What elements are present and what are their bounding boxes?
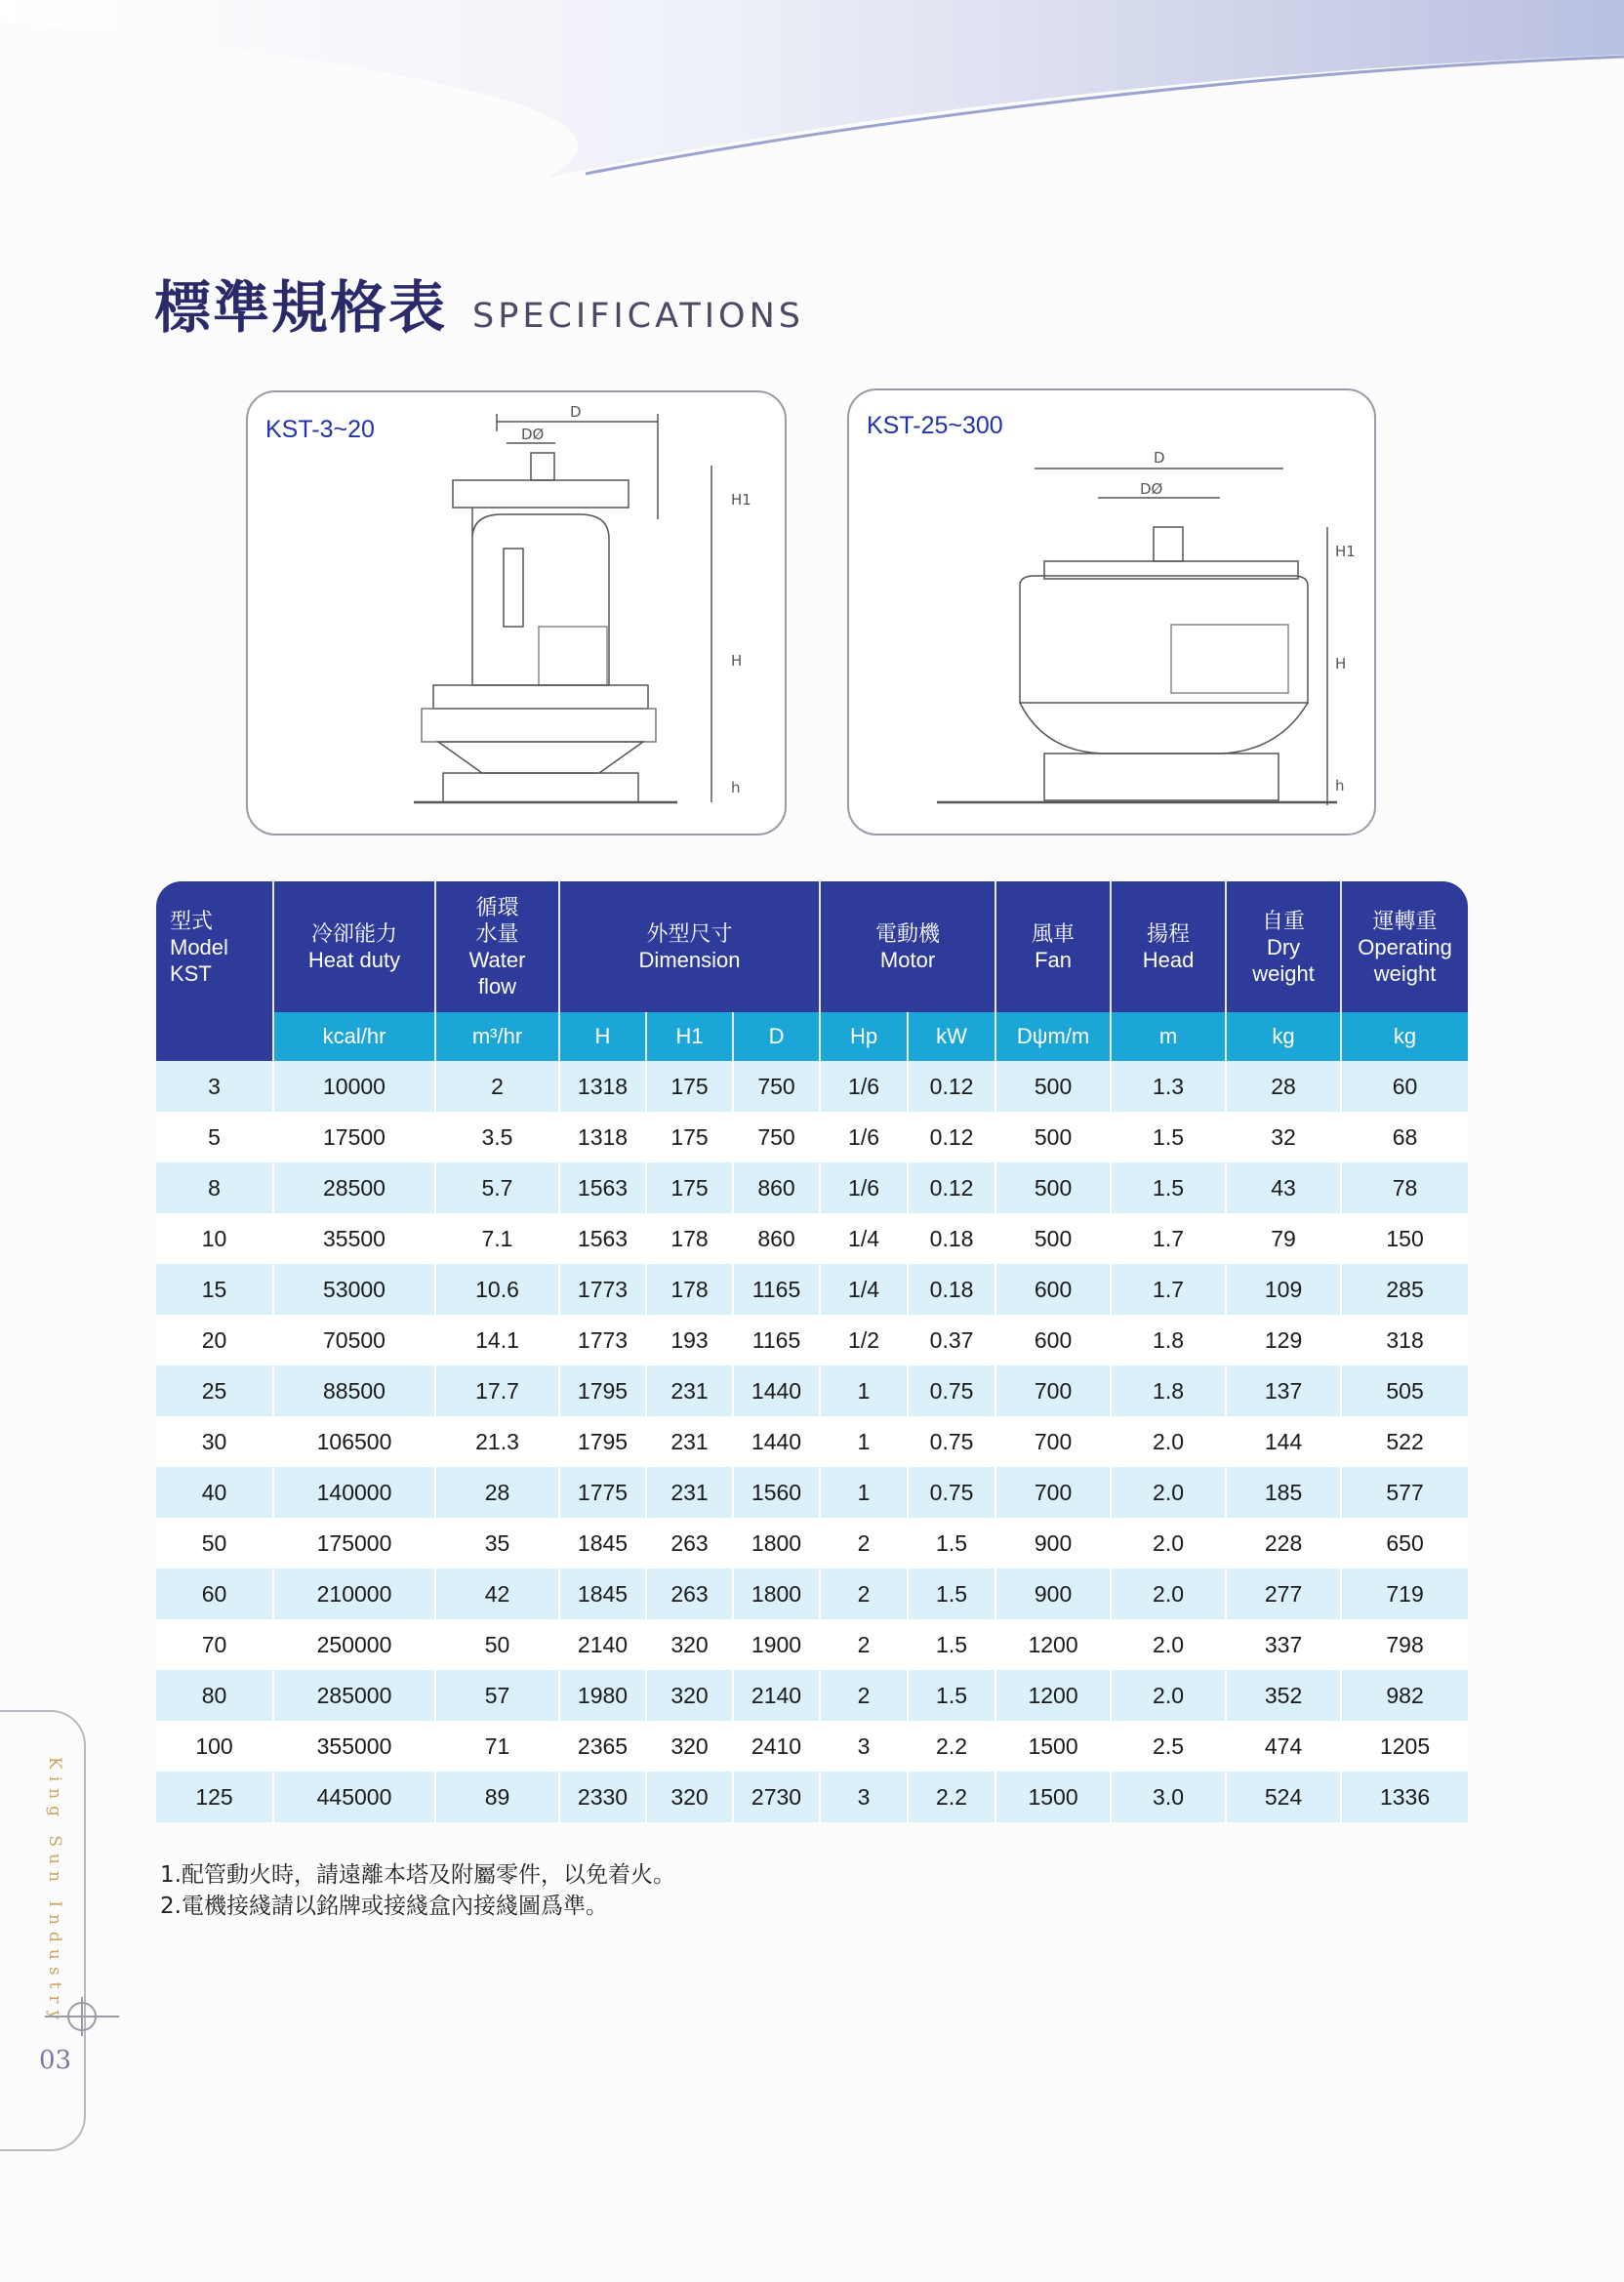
diagram-label: KST-3~20 <box>265 416 375 443</box>
dim-d: D <box>570 403 582 421</box>
table-cell: 28500 <box>273 1162 435 1213</box>
table-cell: 2 <box>435 1061 559 1112</box>
table-cell: 100 <box>156 1721 273 1772</box>
table-cell: 2.0 <box>1111 1569 1226 1619</box>
table-cell: 2.0 <box>1111 1467 1226 1518</box>
table-cell: 285000 <box>273 1670 435 1721</box>
table-row <box>156 1670 1468 1721</box>
table-cell: 1/6 <box>820 1061 908 1112</box>
table-row <box>156 1467 1468 1518</box>
header-dimension: 外型尺寸 Dimension <box>559 881 820 1012</box>
table-row <box>156 1569 1468 1619</box>
table-cell: 129 <box>1226 1315 1341 1365</box>
table-cell: 700 <box>995 1467 1111 1518</box>
table-row <box>156 1264 1468 1315</box>
unit-cell: kg <box>1226 1012 1341 1061</box>
table-cell: 70 <box>156 1619 273 1670</box>
notes <box>160 1859 675 1922</box>
table-cell: 500 <box>995 1112 1111 1162</box>
table-cell: 178 <box>646 1264 733 1315</box>
table-cell: 352 <box>1226 1670 1341 1721</box>
table-cell: 1200 <box>995 1619 1111 1670</box>
dim-h-small: h <box>731 779 741 796</box>
table-cell: 320 <box>646 1772 733 1822</box>
table-cell: 3 <box>820 1721 908 1772</box>
table-cell: 1/4 <box>820 1213 908 1264</box>
table-cell: 20 <box>156 1315 273 1365</box>
table-cell: 1773 <box>559 1315 646 1365</box>
table-cell: 10000 <box>273 1061 435 1112</box>
header-model: 型式 Model KST <box>156 881 273 1012</box>
table-cell: 89 <box>435 1772 559 1822</box>
header-heat-duty: 冷卻能力 Heat duty <box>273 881 435 1012</box>
table-cell: 1 <box>820 1467 908 1518</box>
unit-cell: H1 <box>646 1012 733 1061</box>
table-cell: 178 <box>646 1213 733 1264</box>
table-cell: 1318 <box>559 1112 646 1162</box>
table-cell: 1165 <box>733 1264 820 1315</box>
dim-h1: H1 <box>1335 543 1356 560</box>
table-cell: 17.7 <box>435 1365 559 1416</box>
dim-h-small: h <box>1335 777 1345 795</box>
table-cell: 1.7 <box>1111 1264 1226 1315</box>
table-cell: 600 <box>995 1315 1111 1365</box>
table-row <box>156 1213 1468 1264</box>
table-cell: 500 <box>995 1162 1111 1213</box>
diagram-kst-25-300 <box>847 388 1376 835</box>
table-cell: 1500 <box>995 1721 1111 1772</box>
table-cell: 21.3 <box>435 1416 559 1467</box>
table-cell: 125 <box>156 1772 273 1822</box>
table-cell: 2.0 <box>1111 1416 1226 1467</box>
page-number: 03 <box>39 2046 72 2075</box>
table-cell: 60 <box>156 1569 273 1619</box>
table-cell: 0.75 <box>908 1467 995 1518</box>
table-cell: 231 <box>646 1416 733 1467</box>
table-cell: 15 <box>156 1264 273 1315</box>
table-cell: 17500 <box>273 1112 435 1162</box>
table-cell: 250000 <box>273 1619 435 1670</box>
table-cell: 175 <box>646 1061 733 1112</box>
table-cell: 1.5 <box>1111 1112 1226 1162</box>
table-cell: 2.2 <box>908 1772 995 1822</box>
table-cell: 53000 <box>273 1264 435 1315</box>
table-cell: 78 <box>1341 1162 1468 1213</box>
unit-cell: kg <box>1341 1012 1468 1061</box>
table-cell: 1.5 <box>1111 1162 1226 1213</box>
table-cell: 0.37 <box>908 1315 995 1365</box>
table-cell: 2 <box>820 1518 908 1569</box>
table-cell: 1560 <box>733 1467 820 1518</box>
table-cell: 860 <box>733 1162 820 1213</box>
table-row <box>156 1619 1468 1670</box>
table-row <box>156 1772 1468 1822</box>
note-item: 1.配管動火時，請遠離本塔及附屬零件，以免着火。 <box>160 1862 675 1888</box>
table-cell: 32 <box>1226 1112 1341 1162</box>
table-cell: 1773 <box>559 1264 646 1315</box>
header-dry-weight: 自重 Dry weight <box>1226 881 1341 1012</box>
table-cell: 263 <box>646 1569 733 1619</box>
table-cell: 474 <box>1226 1721 1341 1772</box>
table-cell: 25 <box>156 1365 273 1416</box>
table-cell: 719 <box>1341 1569 1468 1619</box>
table-cell: 109 <box>1226 1264 1341 1315</box>
table-cell: 1980 <box>559 1670 646 1721</box>
table-cell: 900 <box>995 1518 1111 1569</box>
table-cell: 1563 <box>559 1213 646 1264</box>
table-cell: 10.6 <box>435 1264 559 1315</box>
table-cell: 0.12 <box>908 1162 995 1213</box>
table-cell: 0.18 <box>908 1264 995 1315</box>
table-cell: 1775 <box>559 1467 646 1518</box>
table-cell: 2330 <box>559 1772 646 1822</box>
table-cell: 40 <box>156 1467 273 1518</box>
table-cell: 140000 <box>273 1467 435 1518</box>
table-cell: 650 <box>1341 1518 1468 1569</box>
table-cell: 0.75 <box>908 1365 995 1416</box>
unit-cell: m³/hr <box>435 1012 559 1061</box>
table-cell: 700 <box>995 1416 1111 1467</box>
table-cell: 320 <box>646 1670 733 1721</box>
unit-cell: Hp <box>820 1012 908 1061</box>
table-cell: 28 <box>1226 1061 1341 1112</box>
crosshair-icon <box>45 1997 119 2036</box>
table-cell: 318 <box>1341 1315 1468 1365</box>
table-cell: 3 <box>156 1061 273 1112</box>
table-cell: 285 <box>1341 1264 1468 1315</box>
table-cell: 10 <box>156 1213 273 1264</box>
table-cell: 228 <box>1226 1518 1341 1569</box>
table-cell: 1795 <box>559 1365 646 1416</box>
table-cell: 88500 <box>273 1365 435 1416</box>
table-cell: 1/6 <box>820 1112 908 1162</box>
table-cell: 0.75 <box>908 1416 995 1467</box>
table-cell: 1.7 <box>1111 1213 1226 1264</box>
table-cell: 1 <box>820 1416 908 1467</box>
table-cell: 1800 <box>733 1518 820 1569</box>
table-cell: 500 <box>995 1061 1111 1112</box>
table-cell: 1845 <box>559 1518 646 1569</box>
table-cell: 28 <box>435 1467 559 1518</box>
header-head: 揚程 Head <box>1111 881 1226 1012</box>
table-cell: 750 <box>733 1112 820 1162</box>
table-cell: 42 <box>435 1569 559 1619</box>
table-cell: 35 <box>435 1518 559 1569</box>
table-cell: 500 <box>995 1213 1111 1264</box>
table-cell: 106500 <box>273 1416 435 1467</box>
table-cell: 1205 <box>1341 1721 1468 1772</box>
table-cell: 175 <box>646 1112 733 1162</box>
table-cell: 982 <box>1341 1670 1468 1721</box>
table-cell: 600 <box>995 1264 1111 1315</box>
table-cell: 320 <box>646 1721 733 1772</box>
header-fan: 風車 Fan <box>995 881 1111 1012</box>
header-water-flow: 循環 水量 Water flow <box>435 881 559 1012</box>
unit-cell: m <box>1111 1012 1226 1061</box>
unit-cell: H <box>559 1012 646 1061</box>
brand-vertical-text: King Sun Industry <box>45 1757 64 2027</box>
table-cell: 14.1 <box>435 1315 559 1365</box>
header-motor: 電動機 Motor <box>820 881 995 1012</box>
table-cell: 505 <box>1341 1365 1468 1416</box>
table-cell: 2 <box>820 1569 908 1619</box>
table-cell: 2.0 <box>1111 1518 1226 1569</box>
table-cell: 1336 <box>1341 1772 1468 1822</box>
table-cell: 1.8 <box>1111 1315 1226 1365</box>
table-cell: 80 <box>156 1670 273 1721</box>
table-cell: 0.12 <box>908 1112 995 1162</box>
table-cell: 1500 <box>995 1772 1111 1822</box>
specifications-table <box>156 881 1468 1822</box>
table-cell: 175000 <box>273 1518 435 1569</box>
dim-h1: H1 <box>731 491 751 509</box>
units-row <box>156 1012 1468 1061</box>
table-cell: 263 <box>646 1518 733 1569</box>
table-cell: 2140 <box>559 1619 646 1670</box>
table-cell: 1 <box>820 1365 908 1416</box>
table-cell: 445000 <box>273 1772 435 1822</box>
table-cell: 1795 <box>559 1416 646 1467</box>
table-cell: 1.5 <box>908 1619 995 1670</box>
table-cell: 0.12 <box>908 1061 995 1112</box>
table-cell: 860 <box>733 1213 820 1264</box>
table-cell: 522 <box>1341 1416 1468 1467</box>
table-cell: 798 <box>1341 1619 1468 1670</box>
table-cell: 577 <box>1341 1467 1468 1518</box>
note-item: 2.電機接綫請以銘牌或接綫盒內接綫圖爲準。 <box>160 1894 608 1919</box>
cooling-tower-large-drawing <box>849 390 1374 834</box>
title-chinese: 標準規格表 <box>154 274 448 341</box>
table-row <box>156 1721 1468 1772</box>
table-cell: 355000 <box>273 1721 435 1772</box>
unit-cell: D <box>733 1012 820 1061</box>
table-cell: 900 <box>995 1569 1111 1619</box>
table-cell: 1165 <box>733 1315 820 1365</box>
table-cell: 3.0 <box>1111 1772 1226 1822</box>
table-cell: 144 <box>1226 1416 1341 1467</box>
page-title <box>154 262 804 344</box>
table-cell: 185 <box>1226 1467 1341 1518</box>
dim-d0: DØ <box>521 426 545 443</box>
table-cell: 5 <box>156 1112 273 1162</box>
table-cell: 1.5 <box>908 1518 995 1569</box>
unit-cell: Dψm/m <box>995 1012 1111 1061</box>
table-cell: 3.5 <box>435 1112 559 1162</box>
table-cell: 1.3 <box>1111 1061 1226 1112</box>
table-cell: 2.0 <box>1111 1670 1226 1721</box>
table-cell: 750 <box>733 1061 820 1112</box>
table-cell: 320 <box>646 1619 733 1670</box>
table-cell: 1318 <box>559 1061 646 1112</box>
unit-cell: kW <box>908 1012 995 1061</box>
table-body <box>156 1061 1468 1822</box>
cooling-tower-small-drawing <box>248 392 785 834</box>
table-cell: 700 <box>995 1365 1111 1416</box>
unit-blank <box>156 1012 273 1061</box>
table-cell: 2410 <box>733 1721 820 1772</box>
table-cell: 1845 <box>559 1569 646 1619</box>
table-row <box>156 1162 1468 1213</box>
diagram-kst-3-20 <box>246 390 787 835</box>
table-cell: 43 <box>1226 1162 1341 1213</box>
table-row <box>156 1416 1468 1467</box>
header-swoosh <box>0 0 1624 185</box>
dim-d0: DØ <box>1140 480 1163 498</box>
table-cell: 57 <box>435 1670 559 1721</box>
unit-cell: kcal/hr <box>273 1012 435 1061</box>
table-cell: 1/6 <box>820 1162 908 1213</box>
table-cell: 193 <box>646 1315 733 1365</box>
table-cell: 277 <box>1226 1569 1341 1619</box>
table-cell: 175 <box>646 1162 733 1213</box>
table-cell: 50 <box>435 1619 559 1670</box>
table-cell: 2.0 <box>1111 1619 1226 1670</box>
table-row <box>156 1112 1468 1162</box>
dim-d: D <box>1154 449 1165 467</box>
table-row <box>156 1365 1468 1416</box>
header-row <box>156 881 1468 1012</box>
table-cell: 1900 <box>733 1619 820 1670</box>
table-cell: 2.5 <box>1111 1721 1226 1772</box>
table-cell: 137 <box>1226 1365 1341 1416</box>
table-cell: 1.5 <box>908 1670 995 1721</box>
table-cell: 68 <box>1341 1112 1468 1162</box>
title-english: SPECIFICATIONS <box>472 297 804 336</box>
table-cell: 35500 <box>273 1213 435 1264</box>
table-cell: 30 <box>156 1416 273 1467</box>
table-cell: 71 <box>435 1721 559 1772</box>
table-cell: 231 <box>646 1365 733 1416</box>
table-cell: 50 <box>156 1518 273 1569</box>
table-cell: 2730 <box>733 1772 820 1822</box>
table-cell: 150 <box>1341 1213 1468 1264</box>
table-cell: 1/2 <box>820 1315 908 1365</box>
table-cell: 2.2 <box>908 1721 995 1772</box>
table-cell: 2140 <box>733 1670 820 1721</box>
table-cell: 1440 <box>733 1416 820 1467</box>
table-cell: 337 <box>1226 1619 1341 1670</box>
table-cell: 5.7 <box>435 1162 559 1213</box>
table-cell: 2365 <box>559 1721 646 1772</box>
table-cell: 1.8 <box>1111 1365 1226 1416</box>
table-cell: 8 <box>156 1162 273 1213</box>
table-cell: 1.5 <box>908 1569 995 1619</box>
table-cell: 7.1 <box>435 1213 559 1264</box>
table-cell: 2 <box>820 1619 908 1670</box>
table-cell: 1200 <box>995 1670 1111 1721</box>
table-cell: 1/4 <box>820 1264 908 1315</box>
dim-h: H <box>1335 655 1347 672</box>
table-cell: 3 <box>820 1772 908 1822</box>
dim-h: H <box>731 652 743 670</box>
table-cell: 210000 <box>273 1569 435 1619</box>
diagram-label: KST-25~300 <box>867 412 1003 439</box>
table-cell: 70500 <box>273 1315 435 1365</box>
table-cell: 0.18 <box>908 1213 995 1264</box>
header-operating-weight: 運轉重 Operating weight <box>1341 881 1468 1012</box>
table-cell: 1563 <box>559 1162 646 1213</box>
table-cell: 2 <box>820 1670 908 1721</box>
table-row <box>156 1518 1468 1569</box>
table-cell: 60 <box>1341 1061 1468 1112</box>
table-row <box>156 1061 1468 1112</box>
table-cell: 231 <box>646 1467 733 1518</box>
table-cell: 1800 <box>733 1569 820 1619</box>
table-cell: 79 <box>1226 1213 1341 1264</box>
table-cell: 1440 <box>733 1365 820 1416</box>
table-row <box>156 1315 1468 1365</box>
table-cell: 524 <box>1226 1772 1341 1822</box>
